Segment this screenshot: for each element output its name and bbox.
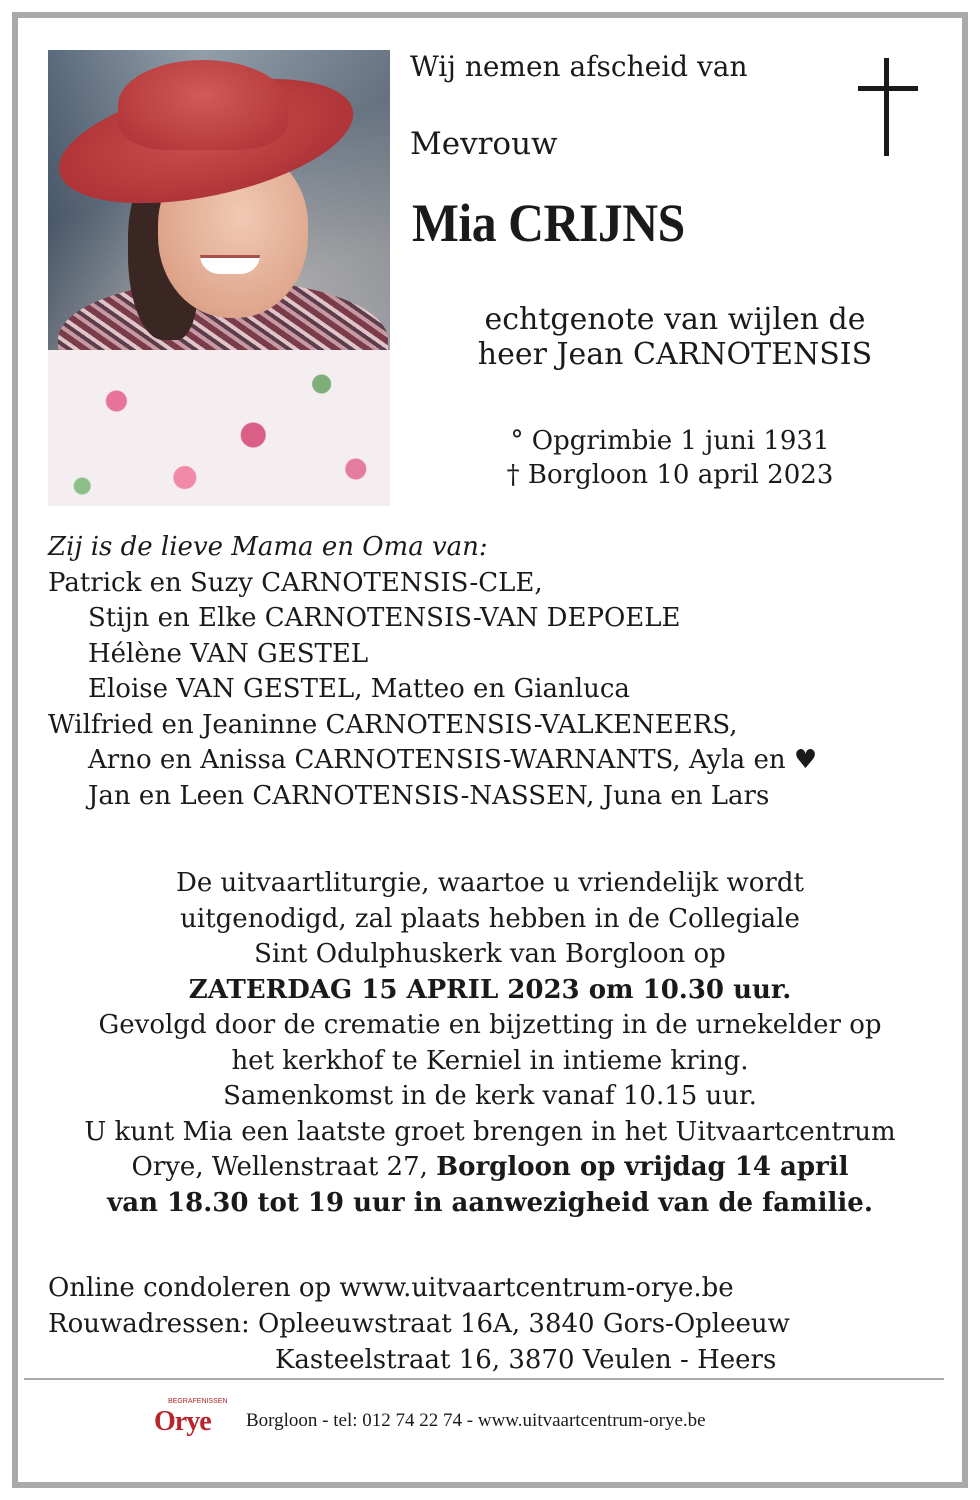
life-dates (470, 424, 870, 492)
service-line: De uitvaartliturgie, waartoe u vriendelijk wordt (176, 868, 804, 898)
online-condolence: Online condoleren op www.uitvaartcentrum-orye.be (48, 1273, 734, 1303)
portrait-photo (48, 50, 390, 506)
mourning-address: Rouwadressen: Opleeuwstraat 16A, 3840 Gors-Opleeuw (48, 1309, 790, 1339)
service-line: Sint Odulphuskerk van Borgloon op (254, 939, 726, 969)
cross-horizontal (858, 86, 918, 91)
service-address: Orye, Wellenstraat 27, (131, 1152, 437, 1182)
family-line: Hélène VAN GESTEL (88, 638, 369, 669)
contact-info (48, 1270, 790, 1378)
service-line: uitgenodigd, zal plaats hebben in de Collegiale (180, 903, 800, 934)
family-line: Jan en Leen CARNOTENSIS-NASSEN, Juna en Lars (88, 780, 770, 811)
family-line: Patrick en Suzy CARNOTENSIS-CLE, (48, 567, 543, 598)
photo-hat-crown (118, 60, 288, 150)
logo-brand: Orye (154, 1406, 211, 1437)
service-line: Samenkomst in de kerk vanaf 10.15 uur. (223, 1081, 757, 1111)
family-list (48, 530, 817, 814)
logo-subtitle: BEGRAFENISSEN (168, 1398, 228, 1405)
photo-smile (200, 255, 260, 274)
notice-intro: Wij nemen afscheid van (410, 50, 748, 83)
latin-cross-icon (858, 58, 918, 156)
orye-logo (150, 1398, 228, 1438)
death-date: † Borgloon 10 april 2023 (506, 460, 834, 490)
spouse-line: heer Jean CARNOTENSIS (477, 337, 873, 372)
family-line: Stijn en Elke CARNOTENSIS-VAN DEPOELE (88, 603, 681, 633)
spouse-line: echtgenote van wijlen de (484, 302, 866, 337)
service-line (40, 1150, 940, 1186)
footer-contact: Borgloon - tel: 012 74 22 74 - www.uitvaartcentrum-orye.be (246, 1410, 706, 1431)
service-line: het kerkhof te Kerniel in intieme kring. (231, 1045, 749, 1076)
visitation-date: Borgloon op vrijdag 14 april (436, 1152, 849, 1182)
deceased-name: Mia CRIJNS (412, 193, 685, 253)
family-line: Eloise VAN GESTEL, Matteo en Gianluca (88, 674, 630, 704)
birth-date: ° Opgrimbie 1 juni 1931 (510, 426, 830, 456)
service-line: Gevolgd door de crematie en bijzetting in de urnekelder op (98, 1010, 882, 1040)
spouse-info (425, 302, 925, 372)
title-prefix: Mevrouw (410, 126, 558, 162)
cross-vertical (884, 58, 889, 156)
footer-divider (24, 1378, 944, 1380)
photo-dress (48, 350, 390, 506)
mourning-address: Kasteelstraat 16, 3870 Veulen - Heers (275, 1345, 777, 1375)
service-line: U kunt Mia een laatste groet brengen in het Uitvaartcentrum (84, 1116, 896, 1147)
family-line: Arno en Anissa CARNOTENSIS-WARNANTS, Ayla en ♥ (88, 745, 818, 775)
service-date: ZATERDAG 15 APRIL 2023 om 10.30 uur. (188, 974, 792, 1005)
visitation-time: van 18.30 tot 19 uur in aanwezigheid van de familie. (107, 1187, 873, 1218)
family-intro: Zij is de lieve Mama en Oma van: (48, 532, 488, 562)
family-line: Wilfried en Jeaninne CARNOTENSIS-VALKENEERS, (48, 709, 738, 740)
service-info (40, 866, 940, 1221)
